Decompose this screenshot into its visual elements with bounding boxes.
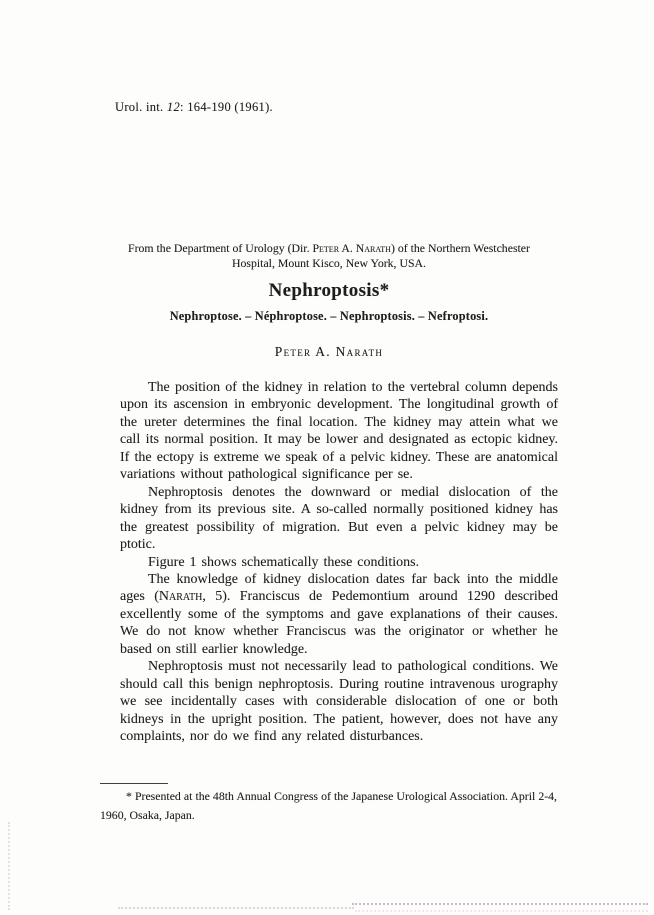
article-subtitle: Nephroptose. – Néphroptose. – Nephroptosis. – Nefroptosi. [169, 309, 489, 323]
paragraph-2: Nephroptosis denotes the downward or medial dislocation of the kidney from its previous site. A so-called normally positioned kidney has the greatest possibility of migration. But even a pelvic kidney may be ptotic. [120, 484, 558, 553]
citation-journal: Urol. int. [115, 100, 167, 114]
article-body [120, 379, 558, 746]
affiliation-director-name: Peter A. Narath [312, 241, 391, 255]
affiliation [95, 241, 563, 270]
affiliation-text-post: ) of the Northern Westchester [390, 241, 530, 255]
footnote-rule [100, 783, 168, 784]
paragraph-4-pre: The knowledge of kidney dislocation dates far back into the middle ages ( [120, 571, 558, 605]
footnote-text: * Presented at the 48th Annual Congress of the Japanese Urological Association. April 2-4, 1960, Osaka, Japan. [100, 789, 557, 822]
article-title: Nephroptosis* [268, 280, 390, 301]
scan-artifact-dots [355, 910, 648, 912]
paragraph-4 [120, 571, 558, 658]
paragraph-1: The position of the kidney in relation to the vertebral column depends upon its ascension in embryonic development. The longitudinal growth of the ureter determines the final location. The kidney may attein what we call its normal position. It may be lower and designated as ectopic kidney. If the ectopy is extreme we speak of a pelvic kidney. These are anatomical variations without pathological significance per se. [120, 380, 558, 483]
scan-artifact-dots [118, 907, 354, 909]
citation-pages: : 164-190 (1961). [180, 100, 273, 114]
affiliation-text-pre: From the Department of Urology (Dir. [128, 241, 313, 255]
author-byline: Peter A. Narath [274, 344, 384, 359]
citation-volume: 12 [166, 100, 181, 114]
page-content [95, 0, 563, 915]
cited-author-name: Narath [158, 589, 203, 605]
paragraph-3: Figure 1 shows schematically these conditions. [148, 554, 420, 570]
paragraph-4-post: , 5). Franciscus de Pedemontium around 1290 described excellently some of the symptoms and gave explanations of their causes. We do not know whether Franciscus was the originator or whether he based on still earlier knowledge. [120, 589, 559, 657]
scan-artifact-edge [8, 822, 10, 910]
affiliation-line1 [95, 241, 563, 256]
footnote [100, 783, 557, 825]
paragraph-5: Nephroptosis must not necessarily lead to pathological conditions. We should call this benign nephroptosis. During routine intravenous urography we see incidentally cases with considerable dislocation of one or both kidneys in the upright position. The patient, however, does not have any complaints, nor do we find any related disturbances. [120, 659, 558, 745]
scan-artifact-dots [352, 903, 648, 905]
affiliation-line2: Hospital, Mount Kisco, New York, USA. [231, 255, 426, 270]
